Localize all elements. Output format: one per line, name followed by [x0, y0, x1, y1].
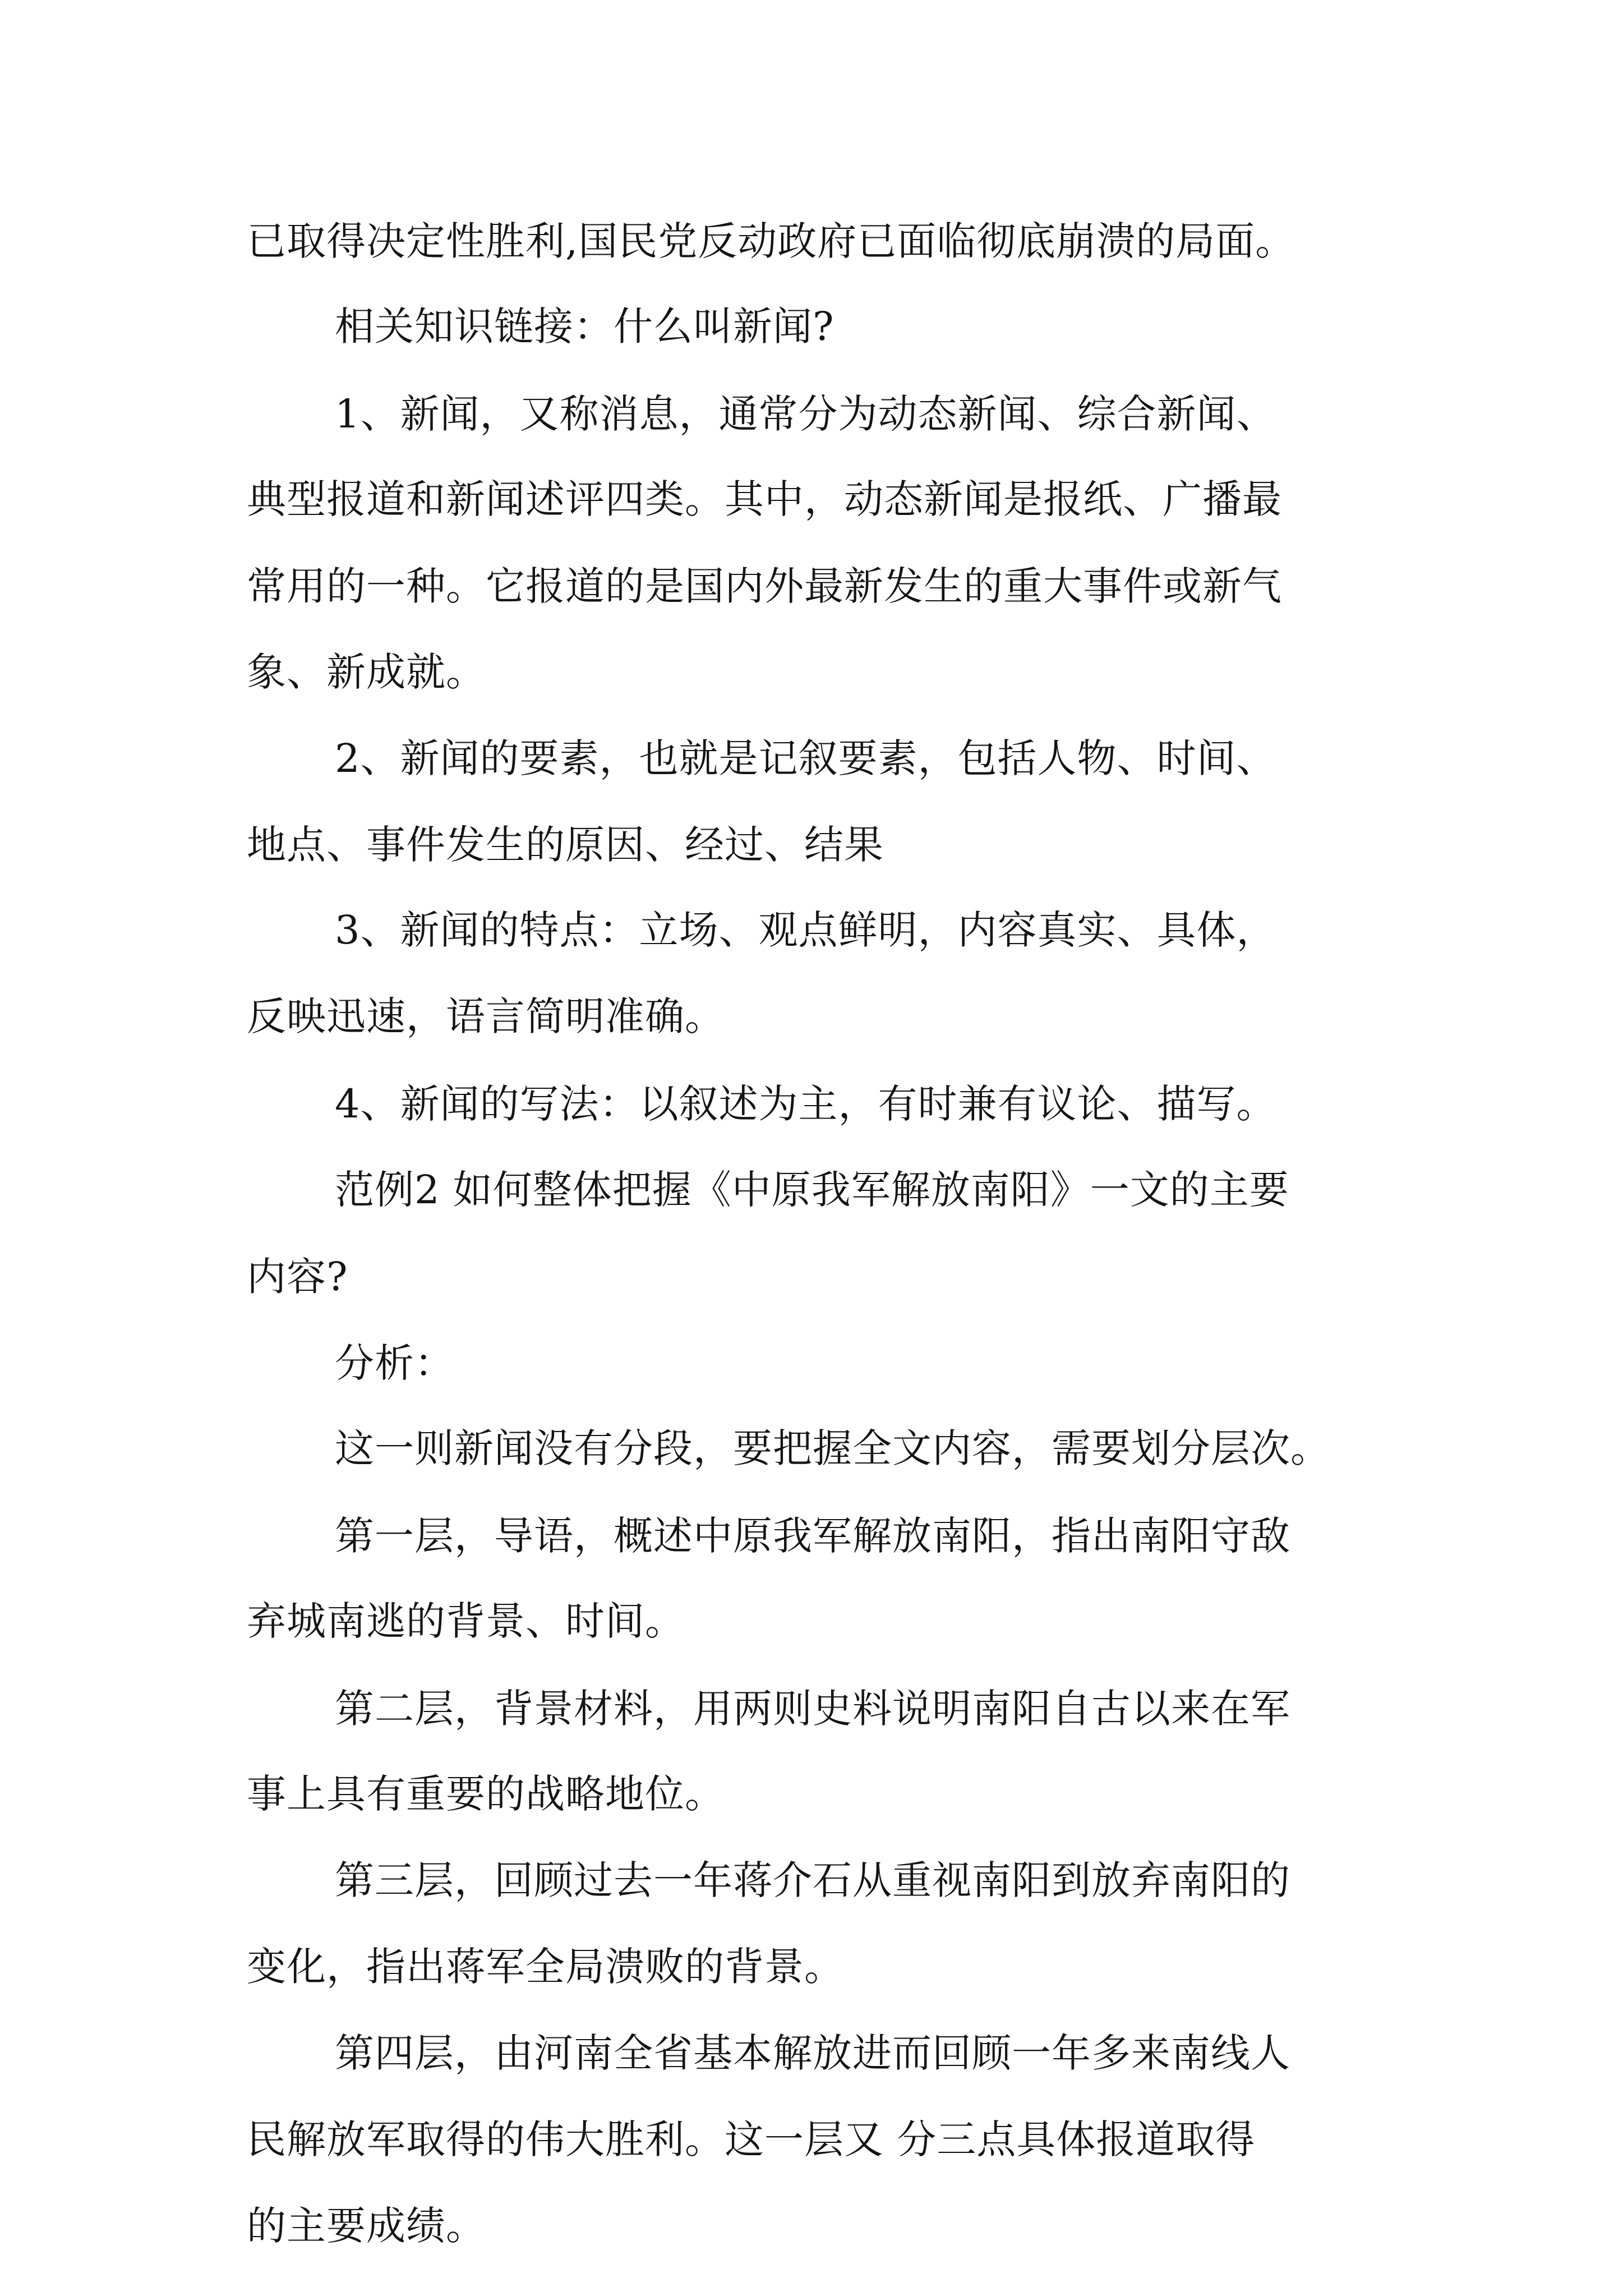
- text-line-19: 事上具有重要的战略地位。: [247, 1771, 725, 1817]
- text-line-24: 的主要成绩。: [247, 2203, 486, 2249]
- text-line-21: 变化，指出蒋军全局溃败的背景。: [247, 1944, 844, 1990]
- text-line-5: 常用的一种。它报道的是国内外最新发生的重大事件或新气: [247, 563, 1282, 609]
- text-line-16: 第一层，导语，概述中原我军解放南阳，指出南阳守敌: [335, 1513, 1290, 1559]
- text-line-14: 分析：: [335, 1340, 454, 1386]
- text-line-6: 象、新成就。: [247, 649, 486, 695]
- text-line-17: 弃城南逃的背景、时间。: [247, 1598, 685, 1644]
- text-line-10: 反映迅速，语言简明准确。: [247, 993, 725, 1039]
- text-line-22: 第四层，由河南全省基本解放进而回顾一年多来南线人: [335, 2030, 1290, 2076]
- text-line-11: 4、新闻的写法：以叙述为主，有时兼有议论、描写。: [335, 1081, 1276, 1127]
- text-line-3: 1、新闻，又称消息，通常分为动态新闻、综合新闻、: [335, 391, 1276, 437]
- text-line-8: 地点、事件发生的原因、经过、结果: [247, 822, 884, 868]
- text-line-23: 民解放军取得的伟大胜利。这一层又 分三点具体报道取得: [247, 2116, 1256, 2162]
- text-line-2: 相关知识链接：什么叫新闻?: [335, 303, 834, 349]
- text-line-18: 第二层，背景材料，用两则史料说明南阳自古以来在军: [335, 1686, 1290, 1732]
- text-line-7: 2、新闻的要素，也就是记叙要素，包括人物、时间、: [335, 735, 1276, 781]
- text-line-20: 第三层，回顾过去一年蒋介石从重视南阳到放弃南阳的: [335, 1857, 1290, 1903]
- text-line-12: 范例2 如何整体把握《中原我军解放南阳》一文的主要: [335, 1167, 1289, 1213]
- text-line-9: 3、新闻的特点：立场、观点鲜明，内容真实、具体，: [335, 907, 1276, 953]
- text-line-1: 已取得决定性胜利,国民党反动政府已面临彻底崩溃的局面。: [247, 218, 1295, 264]
- text-line-15: 这一则新闻没有分段，要把握全文内容，需要划分层次。: [335, 1425, 1330, 1471]
- text-line-4: 典型报道和新闻述评四类。其中，动态新闻是报纸、广播最: [247, 476, 1282, 522]
- text-line-13: 内容?: [247, 1254, 348, 1300]
